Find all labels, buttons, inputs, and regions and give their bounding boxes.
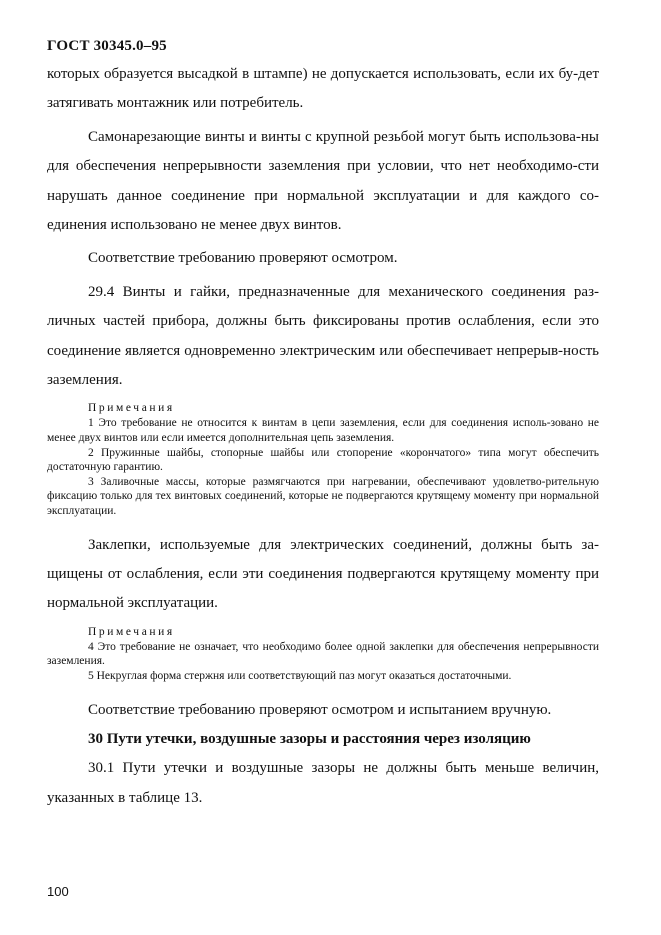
paragraph-30-1: 30.1 Пути утечки и воздушные зазоры не должны быть меньше величин, указанных в таблице 13. — [47, 760, 599, 806]
notes-block-1 — [47, 401, 599, 518]
paragraph-continuation: которых образуется высадкой в штампе) не допускается использовать, если их бу-дет затягивать монтажник или потребитель. — [47, 66, 599, 112]
notes-block-2 — [47, 625, 599, 684]
paragraph-rivets: Заклепки, используемые для электрических соединений, должны быть за-щищены от ослабления, если эти соединения подвергаются крутящему моменту при нормальной эксплуатации. — [47, 536, 599, 612]
note-item: 5 Некруглая форма стержня или соответствующий паз могут оказаться достаточными. — [88, 670, 512, 683]
paragraph-check-inspection: Соответствие требованию проверяют осмотром. — [88, 250, 398, 267]
notes-title: Примечания — [88, 402, 175, 415]
note-item: 1 Это требование не относится к винтам в цепи заземления, если для соединения исполь-зовано не менее двух винтов или если имеется дополнительная цепь заземления. — [47, 417, 599, 445]
note-item: 3 Заливочные массы, которые размягчаются при нагревании, обеспечивают удовлетво-рительную фиксацию только для тех винтовых соединений, которые не подвергаются крутящему моменту при нормальной эксплуатации. — [47, 475, 599, 518]
paragraph-29-4: 29.4 Винты и гайки, предназначенные для механического соединения раз-личных частей прибора, должны быть фиксированы против ослабления, если это соединение является одновременно электрическим или обеспечивает непрерыв-ность заземления. — [47, 283, 599, 389]
document-body — [47, 60, 599, 813]
note-item: 4 Это требование не означает, что необходимо более одной заклепки для обеспечения непрерывности заземления. — [47, 640, 599, 668]
paragraph-self-tapping-screws: Самонарезающие винты и винты с крупной резьбой могут быть использова-ны для обеспечения непрерывности заземления при условии, что нет необходимо-сти нарушать данное соединение при нормальной эксплуатации и для каждого со-единения использовано не менее двух винтов. — [47, 128, 599, 234]
document-code-header: ГОСТ 30345.0–95 — [47, 38, 167, 54]
note-item: 2 Пружинные шайбы, стопорные шайбы или стопорение «корончатого» типа могут обеспечить достаточную гарантию. — [47, 446, 599, 474]
section-30-heading: 30 Пути утечки, воздушные зазоры и расстояния через изоляцию — [88, 731, 531, 748]
page-number: 100 — [47, 884, 69, 899]
notes-title: Примечания — [88, 625, 175, 638]
paragraph-check-manual: Соответствие требованию проверяют осмотром и испытанием вручную. — [88, 701, 552, 718]
